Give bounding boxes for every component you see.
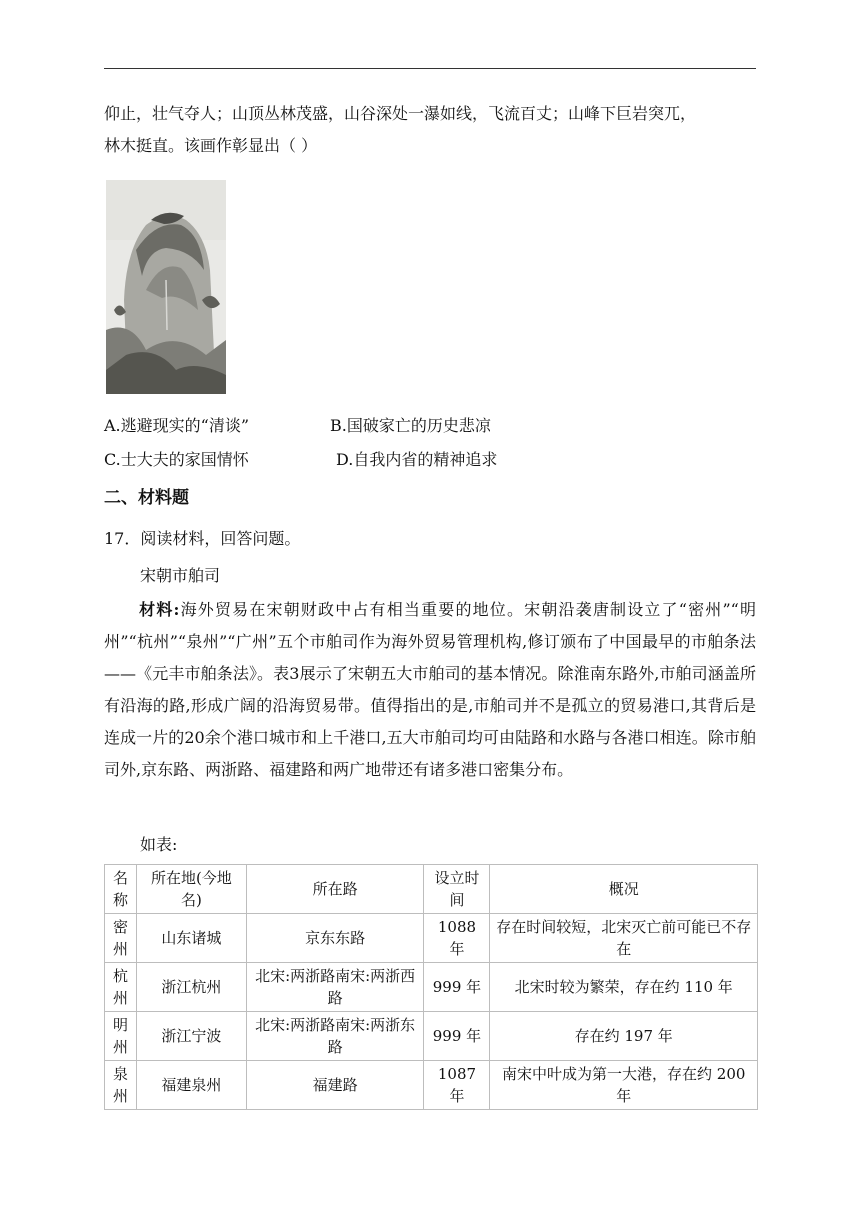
question-17-prompt: 17．阅读材料，回答问题。 — [104, 529, 301, 548]
option-d[interactable]: D.自我内省的精神追求 — [336, 450, 498, 469]
header-rule — [104, 68, 756, 69]
table-cell: 浙江宁波 — [136, 1012, 246, 1061]
table-cell: 1088 年 — [424, 914, 490, 963]
table-cell: 南宋中叶成为第一大港，存在约 200 年 — [490, 1061, 758, 1110]
table-cell: 北宋:两浙路南宋:两浙西路 — [246, 963, 424, 1012]
question-16-text-line2: 林木挺直。该画作彰显出（ ） — [104, 136, 318, 155]
header-cell: 设立时间 — [424, 865, 490, 914]
header-cell: 概况 — [490, 865, 758, 914]
table-cell: 北宋时较为繁荣，存在约 110 年 — [490, 963, 758, 1012]
table-cell: 999 年 — [424, 1012, 490, 1061]
material-text: 海外贸易在宋朝财政中占有相当重要的地位。宋朝沿袭唐制设立了“密州”“明州”“杭州”“泉州”“广州”五个市舶司作为海外贸易管理机构,修订颁布了中国最早的市舶条法——《元丰市舶条法》。表3展示了宋朝五大市舶司的基本情况。除淮南东路外,市舶司涵盖所有沿海的路,形成广阔的沿海贸易带。值得指出的是,市舶司并不是孤立的贸易港口,其背后是连成一片的20余个港口城市和上千港口,五大市舶司均可由陆路和水路与各港口相连。除市舶司外,京东路、两浙路、福建路和两广地带还有诸多港口密集分布。 — [104, 600, 756, 779]
table-row — [105, 963, 758, 1012]
table-cell: 福建路 — [246, 1061, 424, 1110]
question-16-text-line1: 仰止，壮气夺人；山顶丛林茂盛，山谷深处一瀑如线，飞流百丈；山峰下巨岩突兀， — [104, 104, 697, 123]
table-cell: 密州 — [105, 914, 137, 963]
material-subtitle: 宋朝市舶司 — [140, 566, 221, 585]
landscape-painting-image — [106, 180, 226, 394]
table-cell: 1087 年 — [424, 1061, 490, 1110]
table-row — [105, 1061, 758, 1110]
header-cell: 名称 — [105, 865, 137, 914]
header-cell: 所在路 — [246, 865, 424, 914]
option-c[interactable]: C.士大夫的家国情怀 — [104, 450, 249, 469]
table-cell: 北宋:两浙路南宋:两浙东路 — [246, 1012, 424, 1061]
table-cell: 杭州 — [105, 963, 137, 1012]
table-cell: 京东东路 — [246, 914, 424, 963]
table-cell: 明州 — [105, 1012, 137, 1061]
table-cell: 999 年 — [424, 963, 490, 1012]
header-cell: 所在地(今地名) — [136, 865, 246, 914]
table-lead: 如表: — [140, 835, 178, 854]
table-header-row — [105, 865, 758, 914]
material-paragraph — [104, 594, 756, 786]
table-cell: 福建泉州 — [136, 1061, 246, 1110]
table-cell: 浙江杭州 — [136, 963, 246, 1012]
option-b[interactable]: B.国破家亡的历史悲凉 — [330, 416, 491, 435]
table-cell: 泉州 — [105, 1061, 137, 1110]
table-row — [105, 914, 758, 963]
material-label: 材料: — [138, 600, 180, 619]
table-cell: 山东诸城 — [136, 914, 246, 963]
table-row — [105, 1012, 758, 1061]
section-title: 二、材料题 — [104, 488, 189, 508]
table-cell: 存在约 197 年 — [490, 1012, 758, 1061]
market-office-table — [104, 864, 758, 1110]
table-cell: 存在时间较短，北宋灭亡前可能已不存在 — [490, 914, 758, 963]
option-a[interactable]: A.逃避现实的“清谈” — [104, 416, 250, 435]
